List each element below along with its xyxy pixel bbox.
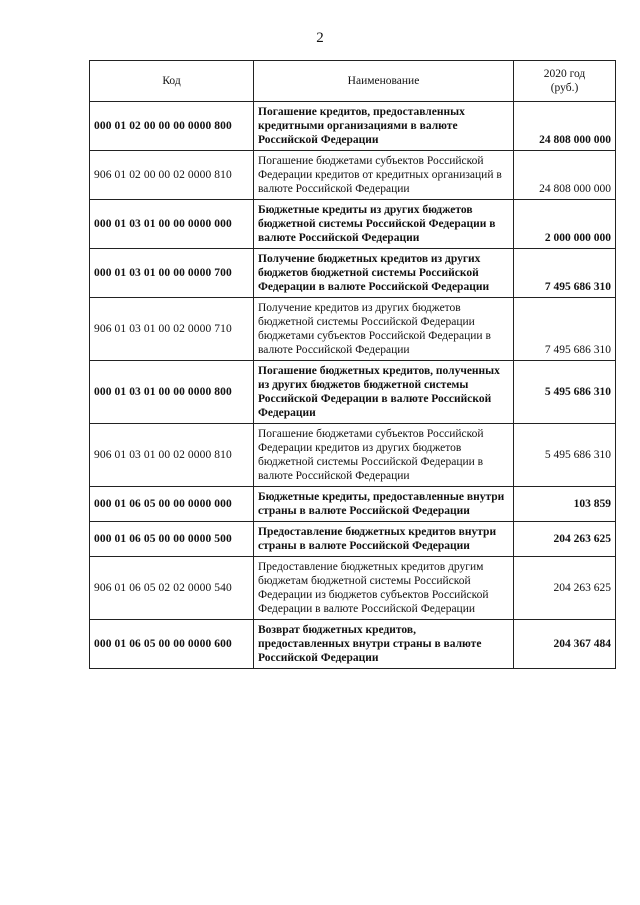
- header-code: Код: [90, 61, 254, 102]
- row-name: Получение кредитов из других бюджетов бюджетной системы Российской Федерации бюджетами субъектов Российской Федерации в валюте Российской Федерации: [254, 298, 514, 361]
- table-row: [90, 557, 616, 620]
- table-row: [90, 151, 616, 200]
- header-amount: [514, 61, 616, 102]
- row-code: 000 01 03 01 00 00 0000 000: [90, 200, 254, 249]
- row-code: 906 01 06 05 02 02 0000 540: [90, 557, 254, 620]
- row-amount: 7 495 686 310: [514, 249, 616, 298]
- row-name: Бюджетные кредиты, предоставленные внутри страны в валюте Российской Федерации: [254, 487, 514, 522]
- row-name: Получение бюджетных кредитов из других бюджетов бюджетной системы Российской Федерации в валюте Российской Федерации: [254, 249, 514, 298]
- row-amount: 204 367 484: [514, 620, 616, 669]
- table-row: [90, 249, 616, 298]
- row-code: 000 01 06 05 00 00 0000 000: [90, 487, 254, 522]
- table-row: [90, 102, 616, 151]
- row-code: 000 01 03 01 00 00 0000 800: [90, 361, 254, 424]
- row-name: Возврат бюджетных кредитов, предоставленных внутри страны в валюте Российской Федерации: [254, 620, 514, 669]
- row-amount: 204 263 625: [514, 557, 616, 620]
- table-row: [90, 200, 616, 249]
- row-amount: 7 495 686 310: [514, 298, 616, 361]
- row-name: Погашение бюджетами субъектов Российской Федерации кредитов от кредитных организаций в валюте Российской Федерации: [254, 151, 514, 200]
- table-body: [90, 102, 616, 669]
- row-amount: 204 263 625: [514, 522, 616, 557]
- row-code: 000 01 06 05 00 00 0000 600: [90, 620, 254, 669]
- row-code: 000 01 03 01 00 00 0000 700: [90, 249, 254, 298]
- header-amount-unit: (руб.): [550, 82, 579, 94]
- row-code: 906 01 03 01 00 02 0000 810: [90, 424, 254, 487]
- table-row: [90, 620, 616, 669]
- table-row: [90, 361, 616, 424]
- row-amount: 2 000 000 000: [514, 200, 616, 249]
- row-name: Предоставление бюджетных кредитов другим бюджетам бюджетной системы Российской Федерации из бюджетов субъектов Российской Федерации в валюте Российской Федерации: [254, 557, 514, 620]
- row-name: Бюджетные кредиты из других бюджетов бюджетной системы Российской Федерации в валюте Российской Федерации: [254, 200, 514, 249]
- page-number: 2: [316, 30, 324, 46]
- row-name: Погашение кредитов, предоставленных кредитными организациями в валюте Российской Федерации: [254, 102, 514, 151]
- row-code: 000 01 02 00 00 00 0000 800: [90, 102, 254, 151]
- table-row: [90, 487, 616, 522]
- row-code: 906 01 03 01 00 02 0000 710: [90, 298, 254, 361]
- row-name: Предоставление бюджетных кредитов внутри страны в валюте Российской Федерации: [254, 522, 514, 557]
- row-name: Погашение бюджетных кредитов, полученных из других бюджетов бюджетной системы Российской Федерации в валюте Российской Федерации: [254, 361, 514, 424]
- row-code: 906 01 02 00 00 02 0000 810: [90, 151, 254, 200]
- row-amount: 5 495 686 310: [514, 361, 616, 424]
- row-amount: 24 808 000 000: [514, 151, 616, 200]
- row-amount: 5 495 686 310: [514, 424, 616, 487]
- budget-sources-table: [89, 60, 616, 669]
- table-row: [90, 522, 616, 557]
- header-name: Наименование: [254, 61, 514, 102]
- table-header-row: [90, 61, 616, 102]
- row-amount: 103 859: [514, 487, 616, 522]
- row-amount: 24 808 000 000: [514, 102, 616, 151]
- row-code: 000 01 06 05 00 00 0000 500: [90, 522, 254, 557]
- header-amount-year: 2020 год: [543, 68, 586, 80]
- row-name: Погашение бюджетами субъектов Российской Федерации кредитов из других бюджетов бюджетной системы Российской Федерации в валюте Российской Федерации: [254, 424, 514, 487]
- table-row: [90, 424, 616, 487]
- table-row: [90, 298, 616, 361]
